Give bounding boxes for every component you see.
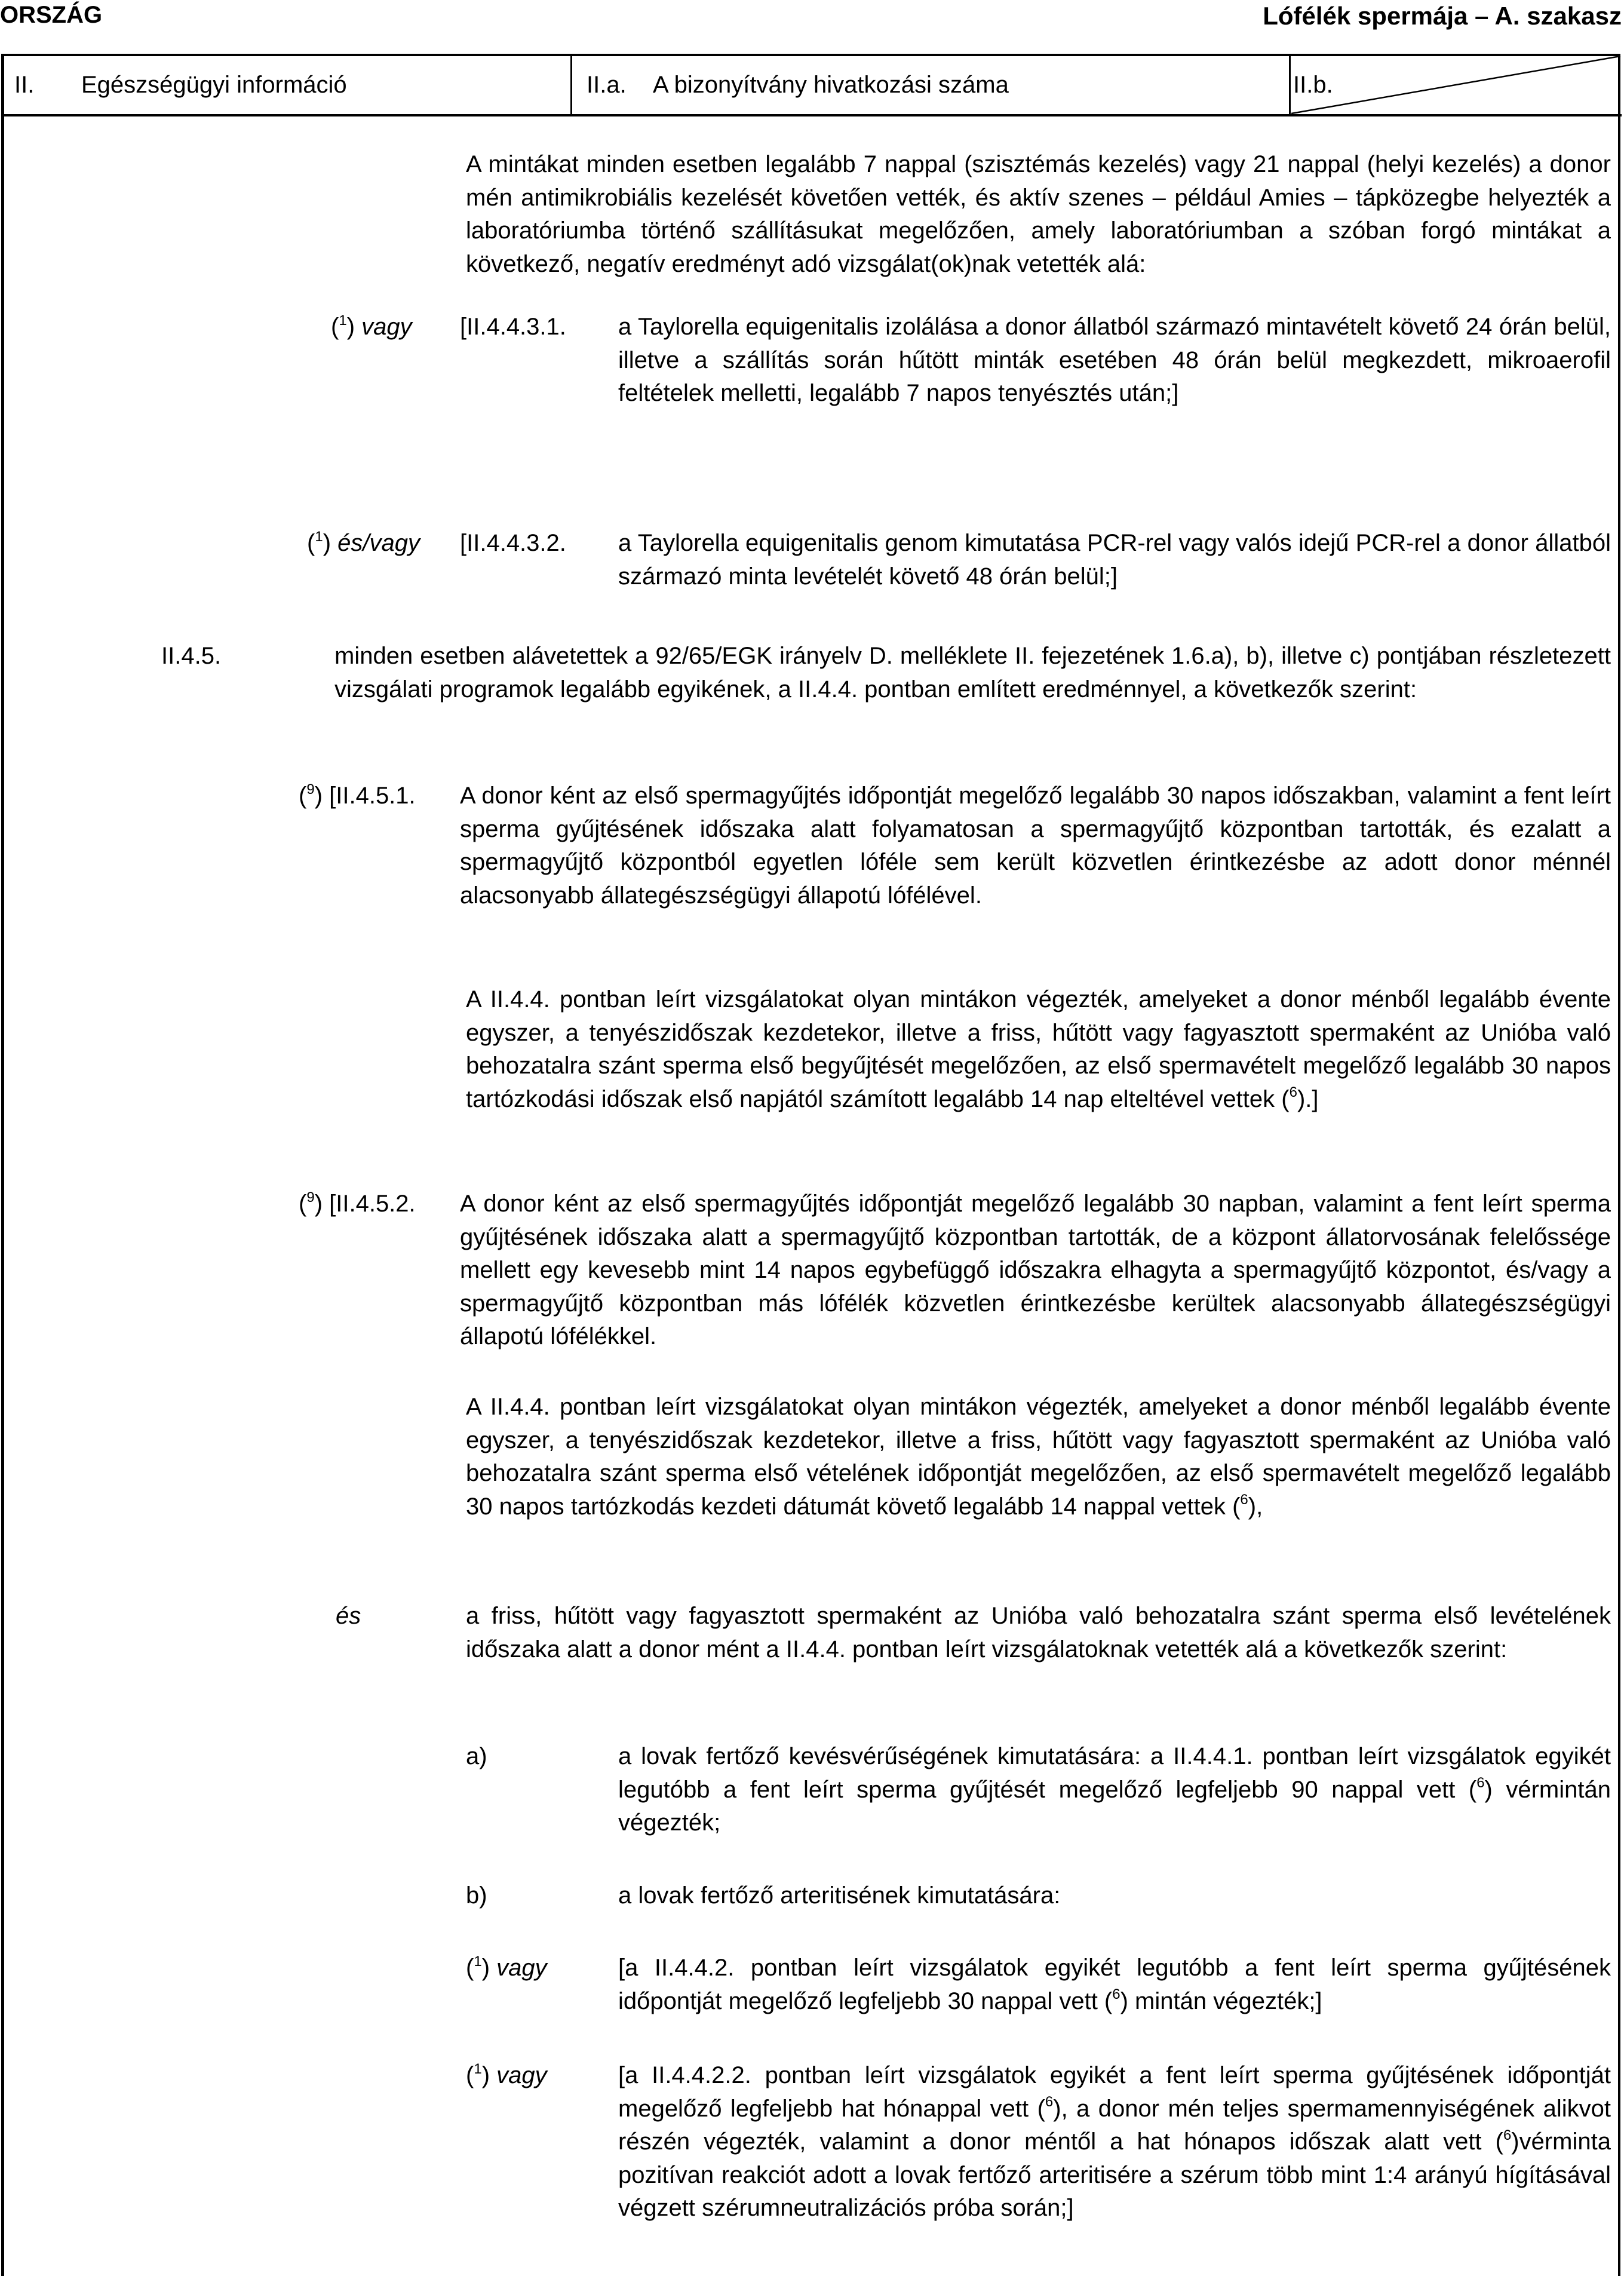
- sub-item-label: b): [466, 1882, 487, 1909]
- sub-item-text: [618, 1740, 1611, 1840]
- sub-item-text-part: a lovak fertőző kevésvérűségének kimutatására: a II.4.4.1. pontban leírt vizsgálatok egyikét legutóbb a fent leírt sperma gyűjtését megelőző legfeljebb 90 nappal vett (: [618, 1743, 1611, 1803]
- clause-paragraph: [466, 983, 1611, 1116]
- header-col2-number: II.a.: [587, 72, 627, 98]
- option-marker: ($^1$) vagy: [466, 1953, 547, 1981]
- clause-paragraph: [466, 1391, 1611, 1523]
- clause-text: A donor ként az első spermagyűjtés időpontját megelőző legalább 30 napban, valamint a fent leírt sperma gyűjtésének időszaka alatt a spermagyűjtő központban tartották, de a központ állatorvosának felelőssége mellett egy kevesebb mint 14 napos egybefüggő időszakra elhagyta a spermagyűjtő központot, és/vagy a spermagyűjtő központban más lófélék közvetlen érintkezésbe kerültek alacsonyabb állategészségügyi állapotú lófélékkel.: [460, 1191, 1611, 1350]
- clause-paragraph-text: ),: [1248, 1493, 1263, 1520]
- and-block-text: a friss, hűtött vagy fagyasztott spermaként az Unióba való behozatalra szánt sperma első levételének időszaka alatt a donor mént a II.4.4. pontban leírt vizsgálatoknak vetették alá a következők szerint:: [466, 1603, 1611, 1662]
- footnote-ref: 9: [306, 781, 315, 797]
- intro-paragraph: A mintákat minden esetben legalább 7 nappal (szisztémás kezelés) vagy 21 nappal (helyi kezelés) a donor mén antimikrobiális kezelését követően vették, és aktív szenes – például Amies – tápközegbe helyezték a laboratóriumba történő szállításukat megelőzően, amely laboratóriumban a szóban forgó mintákat a következő, negatív eredményt adó vizsgálat(ok)nak vetették alá:: [466, 151, 1611, 277]
- clause-paragraph-text: A II.4.4. pontban leírt vizsgálatokat olyan mintákon végezték, amelyeket a donor ménből legalább évente egyszer, a tenyészidőszak kezdetekor, illetve a friss, hűtött vagy fagyasztott spermaként az Unióba való behozatalra szánt sperma első begyűjtését megelőzően, az első spermavételt megelőző legalább 30 napos tartózkodási időszak első napjától számított legalább 14 nap elteltével vettek (: [466, 986, 1611, 1112]
- clause-ref: [II.4.5.1.: [329, 783, 416, 809]
- footnote-ref: 6: [1112, 1986, 1120, 2003]
- option-marker: ($^1$) vagy: [466, 2060, 547, 2088]
- option-text-part: )vérminta pozitívan reakciót adott a lovak fertőző arteritisére a szérum több mint 1:4 arányú hígításával végzett szérumneutralizációs próba során;]: [618, 2128, 1611, 2222]
- sub-item-label: a): [466, 1743, 487, 1769]
- footnote-ref: 1: [474, 2060, 482, 2077]
- footnote-ref: 6: [1045, 2094, 1054, 2111]
- header-col3-number: II.b.: [1293, 72, 1333, 98]
- clause-text: minden esetben alávetettek a 92/65/EGK irányelv D. melléklete II. fejezetének 1.6.a), b), illetve c) pontjában részletezett vizsgálati programok legalább egyikének, a II.4.4. pontban említett eredménnyel, a következők szerint:: [334, 643, 1611, 703]
- option-text: [618, 1952, 1611, 2018]
- footnote-ref: 6: [1476, 1775, 1485, 1792]
- option-connector: vagy: [361, 314, 412, 340]
- sub-item-text: a lovak fertőző arteritisének kimutatására:: [618, 1882, 1061, 1909]
- footnote-ref: 1: [474, 1953, 482, 1970]
- clause-paragraph-text: A II.4.4. pontban leírt vizsgálatokat olyan mintákon végezték, amelyeket a donor ménből legalább évente egyszer, a tenyészidőszak kezdetekor, illetve a friss, hűtött vagy fagyasztott spermaként az Unióba való behozatalra szánt sperma első vételének időpontját megelőzően, az első spermavételt megelőző legalább 30 napos tartózkodás kezdeti dátumát követő legalább 14 nappal vettek (: [466, 1394, 1611, 1520]
- clause-ref: [II.4.4.3.1.: [460, 314, 566, 340]
- option-text-part: ), a donor mén teljes spermamennyiségének alikvot részén végezték, valamint a donor méntől a hat hónapos időszak alatt vett (: [618, 2095, 1611, 2155]
- clause-text: A donor ként az első spermagyűjtés időpontját megelőző legalább 30 napos időszakban, valamint a fent leírt sperma gyűjtésének időszaka alatt folyamatosan a spermagyűjtő központban tartották, és ezalatt a spermagyűjtő központból egyetlen lóféle sem került közvetlen érintkezésbe az adott donor ménnél alacsonyabb állategészségügyi állapotú lófélével.: [460, 783, 1611, 909]
- header-col1-number: II.: [14, 72, 35, 98]
- option-text: [618, 2059, 1611, 2225]
- country-label: ORSZÁG: [0, 2, 103, 28]
- clause-text: a Taylorella equigenitalis genom kimutatása PCR-rel vagy valós idejű PCR-rel a donor állatból származó minta levételét követő 48 órán belül;]: [618, 530, 1611, 590]
- clause-text: a Taylorella equigenitalis izolálása a donor állatból származó mintavételt követő 24 órán belül, illetve a szállítás során hűtött minták esetében 48 órán belül megkezdett, mikroaerofil feltételek melletti, legalább 7 napos tenyésztés után;]: [618, 314, 1611, 407]
- option-marker: ($^1$) és/vagy: [307, 528, 420, 556]
- clause-ref: II.4.5.: [161, 643, 222, 669]
- and-connector: és: [336, 1603, 361, 1629]
- column-divider: [570, 55, 572, 115]
- option-text-part: [a II.4.4.2.2. pontban leírt vizsgálatok egyikét a fent leírt sperma gyűjtésének időpontját megelőző legfeljebb hat hónappal vett (: [618, 2062, 1611, 2122]
- clause-ref: [II.4.5.2.: [329, 1191, 416, 1217]
- footnote-ref: 9: [306, 1189, 315, 1206]
- footnote-ref: 6: [1240, 1492, 1248, 1508]
- clause-ref: [II.4.4.3.2.: [460, 530, 566, 556]
- clause-paragraph-text: ).]: [1297, 1085, 1319, 1112]
- option-connector: vagy: [496, 1955, 547, 1981]
- option-text-part: ) mintán végezték;]: [1120, 1987, 1322, 2014]
- empty-cell-diagonal: [1290, 55, 1622, 115]
- option-marker: ($^9$) [II.4.5.2.: [299, 1189, 416, 1217]
- footnote-ref: 1: [315, 528, 323, 545]
- option-marker: ($^1$) vagy: [331, 312, 412, 340]
- option-text-part: [a II.4.4.2. pontban leírt vizsgálatok egyikét legutóbb a fent leírt sperma gyűjtésének időpontját megelőző legfeljebb 30 nappal vett (: [618, 1955, 1611, 2014]
- footnote-ref: 1: [339, 312, 347, 329]
- option-connector: vagy: [496, 2062, 547, 2088]
- header-col2-title: A bizonyítvány hivatkozási száma: [653, 72, 1009, 98]
- header-col1-title: Egészségügyi információ: [81, 72, 347, 98]
- section-title: Lófélék spermája – A. szakasz: [1263, 2, 1622, 30]
- footnote-ref: 6: [1289, 1084, 1297, 1101]
- footnote-ref: 6: [1503, 2127, 1512, 2143]
- option-marker: ($^9$) [II.4.5.1.: [299, 781, 416, 809]
- option-connector: és/vagy: [337, 530, 420, 556]
- sub-item-text-part: ) vérmintán végezték;: [618, 1776, 1611, 1836]
